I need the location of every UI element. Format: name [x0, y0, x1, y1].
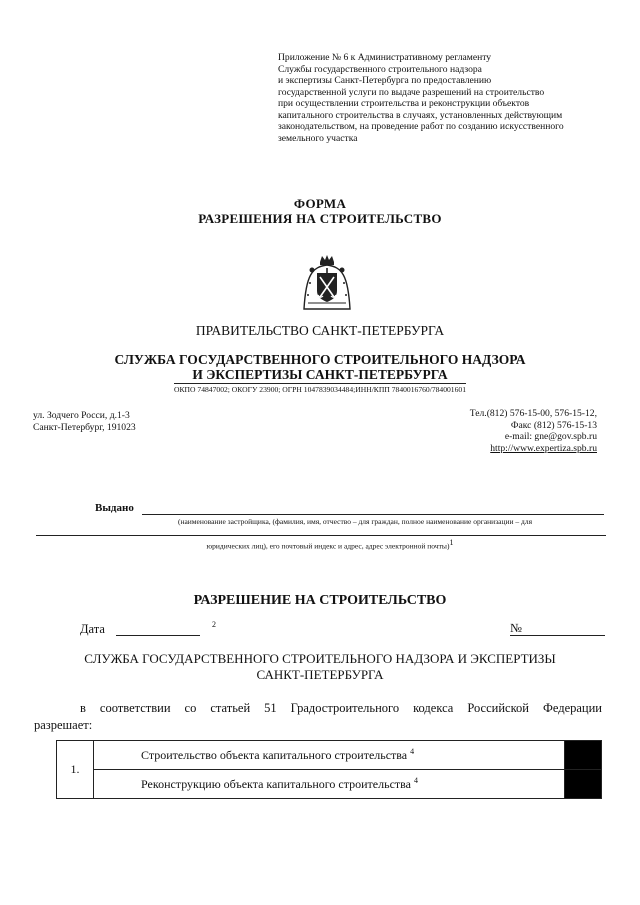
checkbox-cell[interactable]	[565, 770, 602, 799]
issuing-authority	[0, 651, 640, 683]
table-row	[57, 741, 602, 770]
legal-basis-text: в соответствии со статьей 51 Градостроительного кодекса Российской Федерации	[80, 701, 602, 715]
permit-type-option[interactable]	[94, 741, 565, 770]
appendix-line: государственной услуги по выдаче разрешений на строительство	[278, 86, 545, 98]
issued-note-2	[0, 538, 640, 551]
form-title-line: РАЗРЕШЕНИЯ НА СТРОИТЕЛЬСТВО	[198, 211, 442, 226]
service-name-line: СЛУЖБА ГОСУДАРСТВЕННОГО СТРОИТЕЛЬНОГО НАДЗОРА	[114, 352, 526, 367]
footnote-marker: 1	[449, 538, 454, 547]
issued-note: (наименование застройщика, (фамилия, имя, отчество – для граждан, полное наименование организации – для	[177, 517, 533, 526]
table-row	[57, 770, 602, 799]
number-label: №	[510, 621, 522, 635]
form-title	[0, 196, 640, 226]
permits-text: разрешает:	[34, 718, 93, 732]
fax-text: Факс (812) 576-15-13	[510, 419, 597, 431]
permit-type-label: Реконструкцию объекта капитального строительства	[141, 777, 411, 791]
appendix-line: при осуществлении строительства и реконструкции объектов	[278, 98, 530, 109]
phone-text: Тел.(812) 576-15-00, 576-15-12,	[469, 408, 597, 419]
footnote-marker: 4	[413, 776, 418, 785]
service-name-line: И ЭКСПЕРТИЗЫ САНКТ-ПЕТЕРБУРГА	[192, 367, 448, 382]
issuing-authority-line: СЛУЖБА ГОСУДАРСТВЕННОГО СТРОИТЕЛЬНОГО НАДЗОРА И ЭКСПЕРТИЗЫ	[84, 651, 556, 666]
appendix-line: Приложение № 6 к Административному регламенту	[278, 52, 492, 63]
date-field[interactable]	[116, 635, 200, 636]
address-line: Санкт-Петербург, 191023	[33, 421, 136, 433]
permit-type-label: Строительство объекта капитального строительства	[141, 748, 408, 762]
row-number: 1.	[57, 741, 94, 799]
date-footnote-marker: 2	[212, 620, 216, 629]
appendix-line: законодательством, на проведение работ по созданию искусственного	[278, 121, 564, 132]
appendix-line: и экспертизы Санкт-Петербурга по предоставлению	[278, 75, 492, 86]
registration-codes	[0, 385, 640, 394]
address-line: ул. Зодчего Росси, д.1-3	[33, 410, 130, 421]
permit-type-option[interactable]	[94, 770, 565, 799]
form-title-line: ФОРМА	[293, 196, 347, 211]
coat-of-arms-icon	[298, 253, 356, 313]
appendix-line: Службы государственного строительного надзора	[278, 63, 482, 75]
issued-label: Выдано	[95, 502, 134, 514]
service-name	[0, 352, 640, 382]
contacts-block	[470, 408, 597, 454]
appendix-line: капитального строительства в случаях, установленных действующим	[278, 109, 563, 121]
footnote-marker: 4	[410, 747, 415, 756]
website-link[interactable]: http://www.expertiza.spb.ru	[490, 442, 597, 454]
checkbox-cell[interactable]	[565, 741, 602, 770]
issued-note-2-text: юридических лиц), его почтовый индекс и адрес, адрес электронной почты)	[206, 541, 450, 551]
issued-field-line[interactable]	[142, 514, 604, 515]
email-text: e-mail: gne@gov.spb.ru	[504, 431, 597, 442]
date-label: Дата	[80, 622, 105, 636]
issued-field-line-2[interactable]	[36, 535, 606, 536]
issuing-authority-line: САНКТ-ПЕТЕРБУРГА	[256, 667, 384, 682]
number-field[interactable]	[510, 635, 605, 636]
address-block	[33, 410, 136, 433]
registration-codes-text: ОКПО 74847002; ОКОГУ 23900; ОГРН 1047839034484;ИНН/КПП 7840016760/784001601	[174, 385, 466, 394]
appendix-line: земельного участка	[278, 132, 358, 144]
permit-type-table	[56, 740, 602, 799]
government-name: ПРАВИТЕЛЬСТВО САНКТ-ПЕТЕРБУРГА	[195, 323, 445, 338]
permit-title: РАЗРЕШЕНИЕ НА СТРОИТЕЛЬСТВО	[193, 593, 447, 608]
appendix-note	[278, 52, 608, 144]
